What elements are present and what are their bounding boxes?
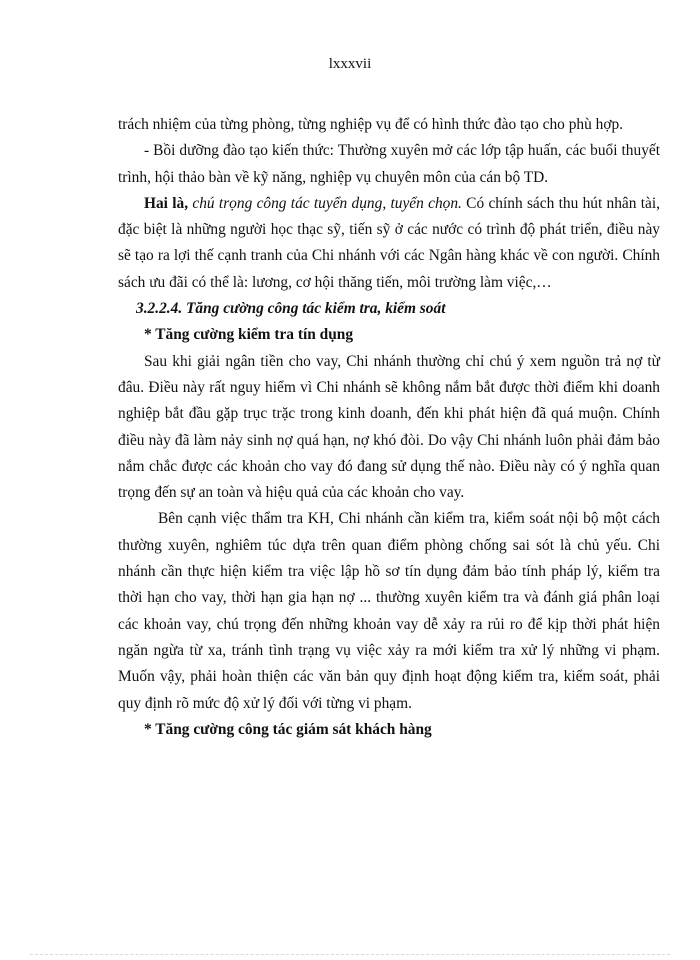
subsection-heading-customer-monitoring: * Tăng cường công tác giám sát khách hàng (144, 720, 432, 738)
section-heading: 3.2.2.4. Tăng cường công tác kiểm tra, kiểm soát (136, 300, 446, 318)
paragraph-emphasis: chú trọng công tác tuyển dụng, tuyển chọn. (192, 194, 462, 212)
body-text (118, 112, 660, 743)
paragraph-internal-control: Bên cạnh việc thẩm tra KH, Chi nhánh cần kiểm tra, kiểm soát nội bộ một cách thường xuyên, nghiêm túc dựa trên quan điểm phòng chống sai sót là chủ yếu. Chi nhánh cần thực hiện kiểm tra việc lập hồ sơ tín dụng đảm bảo tính pháp lý, kiểm tra thời hạn cho vay, thời hạn gia hạn nợ ... thường xuyên kiểm tra và đánh giá phân loại các khoản vay, chú trọng đến những khoản vay dễ xảy ra rủi ro để kịp thời phát hiện ngăn ngừa từ xa, tránh tình trạng vụ việc xảy ra mới kiểm tra xử lý những vi phạm. Muốn vậy, phải hoàn thiện các văn bản quy định hoạt động kiểm tra, kiểm soát, phải quy định rõ mức độ xử lý đối với từng vi phạm. (118, 510, 660, 712)
paragraph-continuation: trách nhiệm của từng phòng, từng nghiệp vụ để có hình thức đào tạo cho phù hợp. (118, 116, 624, 133)
subsection-heading-credit-check: * Tăng cường kiểm tra tín dụng (144, 326, 354, 344)
page-bottom-divider (30, 954, 670, 955)
paragraph-disbursement: Sau khi giải ngân tiền cho vay, Chi nhánh thường chỉ chú ý xem nguồn trả nợ từ đâu. Điều này rất nguy hiểm vì Chi nhánh sẽ không nắm bắt được thời điểm khi doanh nghiệp bắt đầu gặp trục trặc trong kinh doanh, đến khi phát hiện đã quá muộn. Chính điều này đã làm nảy sinh nợ quá hạn, nợ khó đòi. Do vậy Chi nhánh luôn phải đảm bảo nắm chắc được các khoản cho vay đó đang sử dụng thế nào. Điều này có ý nghĩa quan trọng đến sự an toàn và hiệu quả của các khoản cho vay. (118, 352, 660, 502)
page-number: lxxxvii (328, 56, 372, 72)
paragraph-lead: Hai là, (144, 194, 189, 212)
paragraph-training-knowledge: - Bồi dưỡng đào tạo kiến thức: Thường xuyên mở các lớp tập huấn, các buổi thuyết trình, hội thảo bàn về kỹ năng, nghiệp vụ chuyên môn của cán bộ TD. (118, 142, 660, 186)
paragraph-body: Có chính sách thu hút nhân tài, đặc biệt là những người học thạc sỹ, tiến sỹ ở các nước có trình độ phát triển, điều này sẽ tạo ra lợi thế cạnh tranh của Chi nhánh với các Ngân hàng khác về con người. Chính sách ưu đãi có thể là: lương, cơ hội thăng tiến, môi trường làm việc,… (118, 194, 660, 291)
paragraph-recruitment (118, 191, 660, 296)
